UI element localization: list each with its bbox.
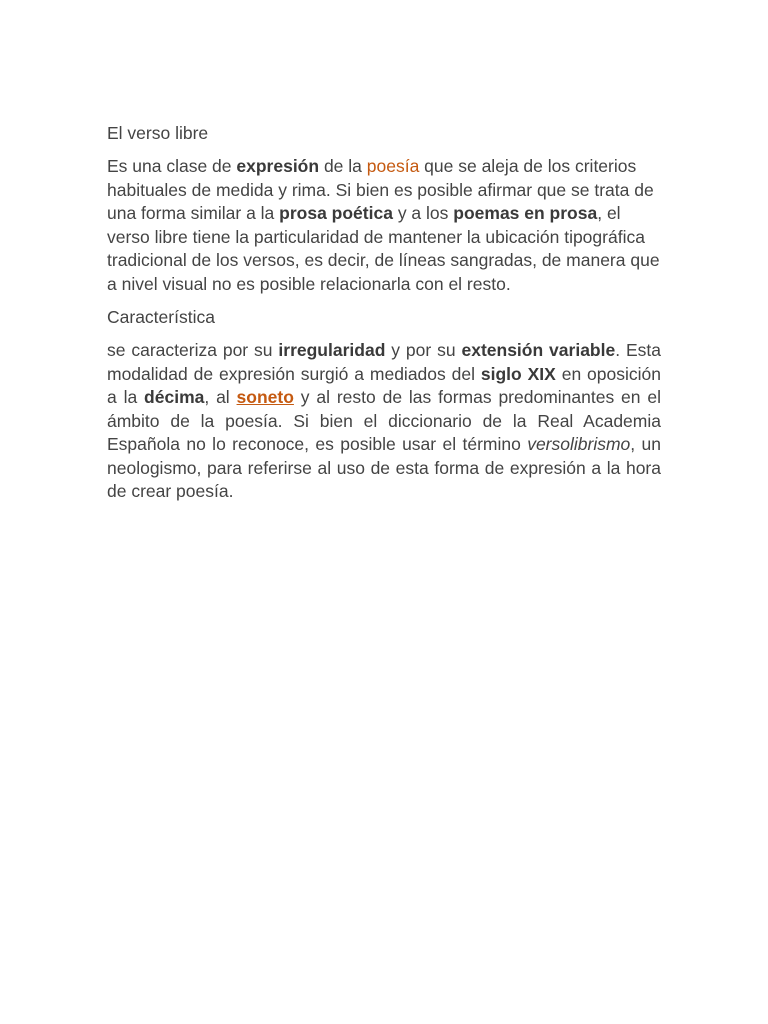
text-run: . Esta modalidad de expresión surgió a mediados del: [107, 340, 661, 384]
text-run: y a los: [392, 203, 454, 223]
text-run: en oposición a la: [107, 363, 661, 407]
text-run: y al resto de las formas predominantes en el ámbito de la poesía. Si bien el diccionario de la Real Academia Española no lo reconoce, es posible usar el término: [107, 387, 661, 454]
text-run: se caracteriza por su: [107, 340, 279, 360]
bold-term-extension-variable: extensión variable: [461, 340, 616, 360]
italic-term-versolibrismo: versolibrismo: [527, 434, 631, 454]
bold-term-decima: décima: [144, 387, 205, 407]
section-heading-verso-libre: El verso libre: [107, 123, 209, 143]
bold-term-irregularidad: irregularidad: [278, 340, 386, 360]
text-run: , al: [204, 387, 237, 407]
text-run: y por su: [385, 340, 462, 360]
text-run: , un neologismo, para referirse al uso de esta forma de expresión a la hora de crear poesía.: [107, 434, 661, 501]
text-run: , el verso libre tiene la particularidad de mantener la ubicación tipográfica tradicional de los versos, es decir, de líneas sangradas, de manera que a nivel visual no es posible relacionarla con el resto.: [107, 203, 660, 294]
text-run: Es una clase de: [107, 156, 237, 176]
bold-term-siglo-xix: siglo XIX: [480, 363, 556, 384]
link-poesia[interactable]: poesía: [366, 156, 420, 176]
bold-term-expresion: expresión: [236, 156, 320, 176]
paragraph-definition: [107, 155, 661, 296]
link-soneto[interactable]: soneto: [236, 387, 294, 407]
section-heading-caracteristica: Característica: [107, 307, 215, 327]
text-run: que se aleja de los criterios habituales de medida y rima. Si bien es posible afirmar que se trata de una forma similar a la: [107, 156, 654, 223]
bold-term-prosa-poetica: prosa poética: [279, 203, 393, 223]
text-run: de la: [319, 156, 367, 176]
paragraph-caracteristica: [107, 339, 661, 504]
bold-term-poemas-en-prosa: poemas en prosa: [453, 203, 598, 223]
document-page: [107, 122, 661, 514]
